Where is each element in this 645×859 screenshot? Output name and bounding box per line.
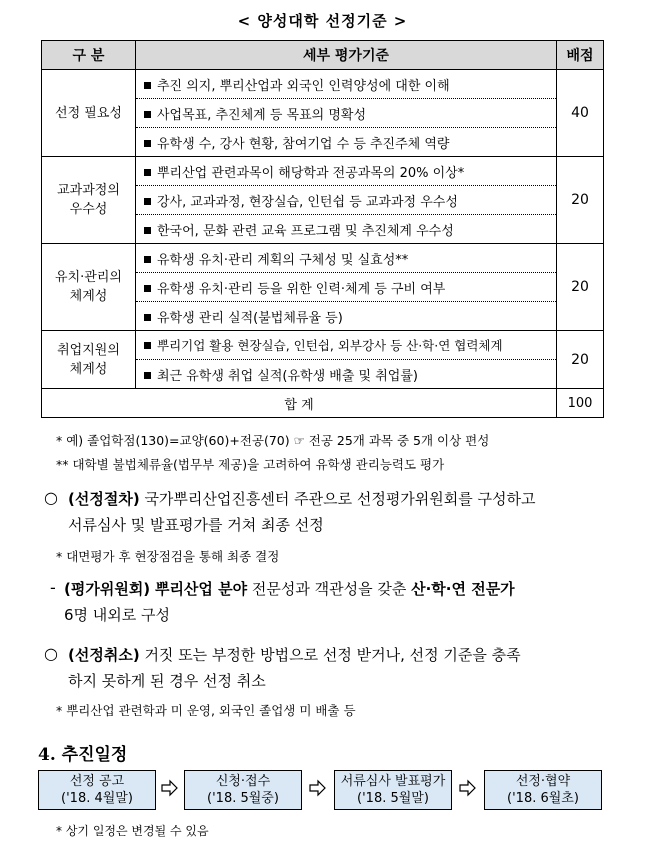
square-bullet-icon	[144, 372, 151, 379]
square-bullet-icon	[144, 169, 151, 176]
schedule-step	[484, 770, 602, 810]
category-label: 우수성	[69, 202, 108, 217]
cancel-text-cont: 하지 못하게 된 경우 선정 취소	[68, 672, 266, 690]
schedule-step	[38, 770, 156, 810]
schedule-step	[334, 770, 452, 810]
criteria-text: 유학생 관리 실적(불법체류율 등)	[157, 310, 343, 326]
criteria-text: 유학생 수, 강사 현황, 참여기업 수 등 추진주체 역량	[157, 136, 450, 152]
table-row	[42, 244, 604, 273]
category-label: 체계성	[69, 361, 108, 377]
arrow-right-icon	[459, 779, 477, 797]
criteria-item	[136, 331, 557, 360]
committee-label: (평가위원회)	[64, 580, 151, 598]
table-row	[42, 157, 604, 186]
cancel-paragraph	[68, 642, 628, 694]
criteria-text: 한국어, 문화 관련 교육 프로그램 및 추진체계 우수성	[157, 223, 454, 239]
criteria-text: 추진 의지, 뿌리산업과 외국인 인력양성에 대한 이해	[157, 78, 450, 94]
schedule-step	[184, 770, 302, 810]
square-bullet-icon	[144, 256, 151, 263]
score-cell: 20	[557, 157, 604, 244]
cancel-label: (선정취소)	[68, 646, 140, 664]
procedure-text: 국가뿌리산업진흥센터 주관으로 선정평가위원회를 구성하고	[139, 490, 536, 508]
step-name: 선정 공고	[69, 774, 125, 789]
criteria-item	[136, 302, 557, 331]
total-label: 합 계	[42, 389, 557, 418]
square-bullet-icon	[144, 111, 151, 118]
criteria-text: 최근 유학생 취업 실적(유학생 배출 및 취업률)	[157, 368, 418, 384]
criteria-text: 유학생 유치·관리 등을 위한 인력·체계 등 구비 여부	[157, 281, 446, 297]
criteria-text: 사업목표, 추진체계 등 목표의 명확성	[157, 107, 367, 123]
square-bullet-icon	[144, 285, 151, 292]
step-date: ('18. 4월말)	[61, 791, 133, 806]
category-cell	[42, 331, 136, 389]
committee-text-cont: 6명 내외로 구성	[64, 606, 171, 624]
category-cell	[42, 70, 136, 157]
criteria-text: 유학생 유치·관리 계획의 구체성 및 실효성**	[157, 252, 409, 268]
category-cell	[42, 244, 136, 331]
criteria-item	[136, 273, 557, 302]
criteria-item	[136, 128, 557, 157]
criteria-item	[136, 244, 557, 273]
step-name: 신청·접수	[215, 774, 271, 789]
square-bullet-icon	[144, 227, 151, 234]
score-cell: 20	[557, 331, 604, 389]
cancel-note: * 뿌리산업 관련학과 미 운영, 외국인 졸업생 미 배출 등	[56, 703, 356, 718]
committee-experts: 산·학·연 전문가	[411, 580, 515, 598]
step-name: 선정·협약	[515, 774, 571, 789]
header-score: 배점	[557, 41, 604, 70]
square-bullet-icon	[144, 314, 151, 321]
square-bullet-icon	[144, 82, 151, 89]
criteria-item	[136, 360, 557, 389]
step-name: 서류심사 발표평가	[340, 774, 446, 789]
footnote-1: * 예) 졸업학점(130)=교양(60)+전공(70) ☞ 전공 25개 과목 중 5개 이상 편성	[56, 433, 490, 448]
total-row	[42, 389, 604, 418]
committee-paragraph	[64, 576, 624, 628]
category-cell	[42, 157, 136, 244]
category-label: 취업지원의	[57, 342, 120, 358]
table-row	[42, 70, 604, 99]
category-label: 체계성	[69, 289, 108, 304]
header-criteria: 세부 평가기준	[136, 41, 557, 70]
table-header-row	[42, 41, 604, 70]
table-title: < 양성대학 선정기준 >	[237, 12, 408, 30]
procedure-note: * 대면평가 후 현장점검을 통해 최종 결정	[56, 549, 280, 564]
schedule-note: * 상기 일정은 변경될 수 있음	[56, 824, 209, 838]
header-category: 구 분	[42, 41, 136, 70]
step-date: ('18. 6월초)	[507, 791, 579, 806]
category-label: 교과과정의	[57, 183, 120, 198]
arrow-right-icon	[161, 779, 179, 797]
step-date: ('18. 5월중)	[207, 791, 279, 806]
square-bullet-icon	[144, 140, 151, 147]
total-score: 100	[557, 389, 604, 418]
square-bullet-icon	[144, 342, 151, 349]
footnote-2: ** 대학별 불법체류율(법무부 제공)을 고려하여 유학생 관리능력도 평가	[56, 457, 445, 472]
table-row	[42, 331, 604, 360]
criteria-item	[136, 186, 557, 215]
criteria-item	[136, 70, 557, 99]
cancel-text: 거짓 또는 부정한 방법으로 선정 받거나, 선정 기준을 충족	[139, 646, 521, 664]
criteria-item	[136, 157, 557, 186]
criteria-text: 뿌리기업 활용 현장실습, 인턴쉽, 외부강사 등 산·학·연 협력체계	[157, 338, 503, 353]
arrow-right-icon	[309, 779, 327, 797]
criteria-item	[136, 99, 557, 128]
category-label: 선정 필요성	[55, 105, 122, 121]
step-date: ('18. 5월말)	[357, 791, 429, 806]
dash-bullet-icon: -	[50, 578, 56, 597]
circle-bullet-icon: ○	[44, 488, 58, 507]
schedule-title: 4. 추진일정	[38, 745, 128, 765]
criteria-item	[136, 215, 557, 244]
circle-bullet-icon: ○	[44, 644, 58, 663]
score-cell: 20	[557, 244, 604, 331]
procedure-label: (선정절차)	[68, 490, 140, 508]
committee-field: 뿌리산업 분야	[154, 580, 248, 598]
score-cell: 40	[557, 70, 604, 157]
category-label: 유치·관리의	[55, 270, 122, 285]
square-bullet-icon	[144, 198, 151, 205]
committee-text: 전문성과 객관성을 갖춘	[247, 580, 412, 598]
criteria-text: 뿌리산업 관련과목이 해당학과 전공과목의 20% 이상*	[157, 165, 465, 181]
selection-criteria-table	[41, 40, 604, 418]
procedure-paragraph	[68, 486, 628, 538]
procedure-text-cont: 서류심사 및 발표평가를 거쳐 최종 선정	[68, 516, 324, 534]
criteria-text: 강사, 교과과정, 현장실습, 인턴쉽 등 교과과정 우수성	[157, 194, 458, 210]
